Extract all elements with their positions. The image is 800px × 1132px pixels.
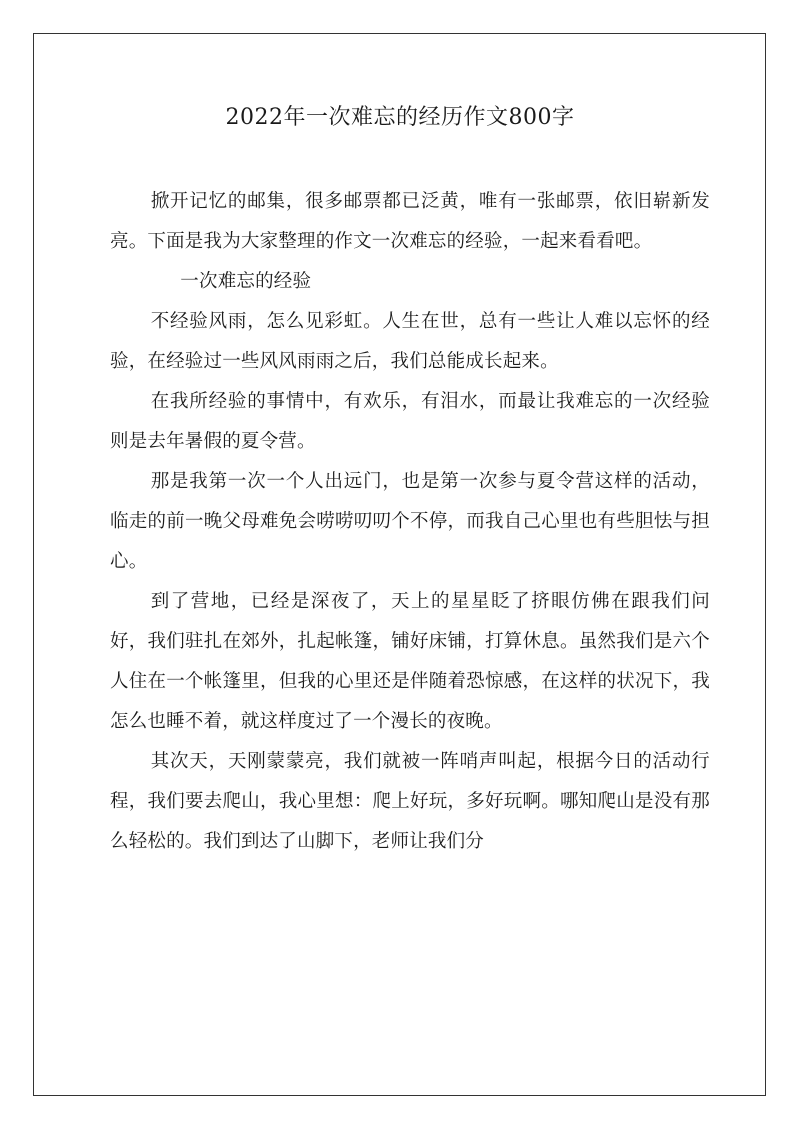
section-heading: 一次难忘的经验 [180,271,312,292]
document-body [110,182,710,862]
document-title: 2022年一次难忘的经历作文800字 [225,105,575,130]
paragraph: 到了营地，已经是深夜了，天上的星星眨了挤眼仿佛在跟我们问好，我们驻扎在郊外，扎起帐篷，铺好床铺，打算休息。虽然我们是六个人住在一个帐篷里，但我的心里还是伴随着恐惊感，在这样的状况下，我怎么也睡不着，就这样度过了一个漫长的夜晚。 [110,591,710,732]
paragraph-intro: 掀开记忆的邮集，很多邮票都已泛黄，唯有一张邮票，依旧崭新发亮。下面是我为大家整理的作文一次难忘的经验，一起来看看吧。 [110,191,710,252]
paragraph: 在我所经验的事情中，有欢乐，有泪水，而最让我难忘的一次经验则是去年暑假的夏令营。 [110,391,710,452]
paragraph: 不经验风雨，怎么见彩虹。人生在世，总有一些让人难以忘怀的经验，在经验过一些风风雨雨之后，我们总能成长起来。 [110,311,710,372]
paragraph: 那是我第一次一个人出远门，也是第一次参与夏令营这样的活动，临走的前一晚父母难免会唠唠叨叨个不停，而我自己心里也有些胆怯与担心。 [110,471,710,572]
paragraph: 其次天，天刚蒙蒙亮，我们就被一阵哨声叫起，根据今日的活动行程，我们要去爬山，我心里想：爬上好玩，多好玩啊。哪知爬山是没有那么轻松的。我们到达了山脚下，老师让我们分 [110,751,710,852]
